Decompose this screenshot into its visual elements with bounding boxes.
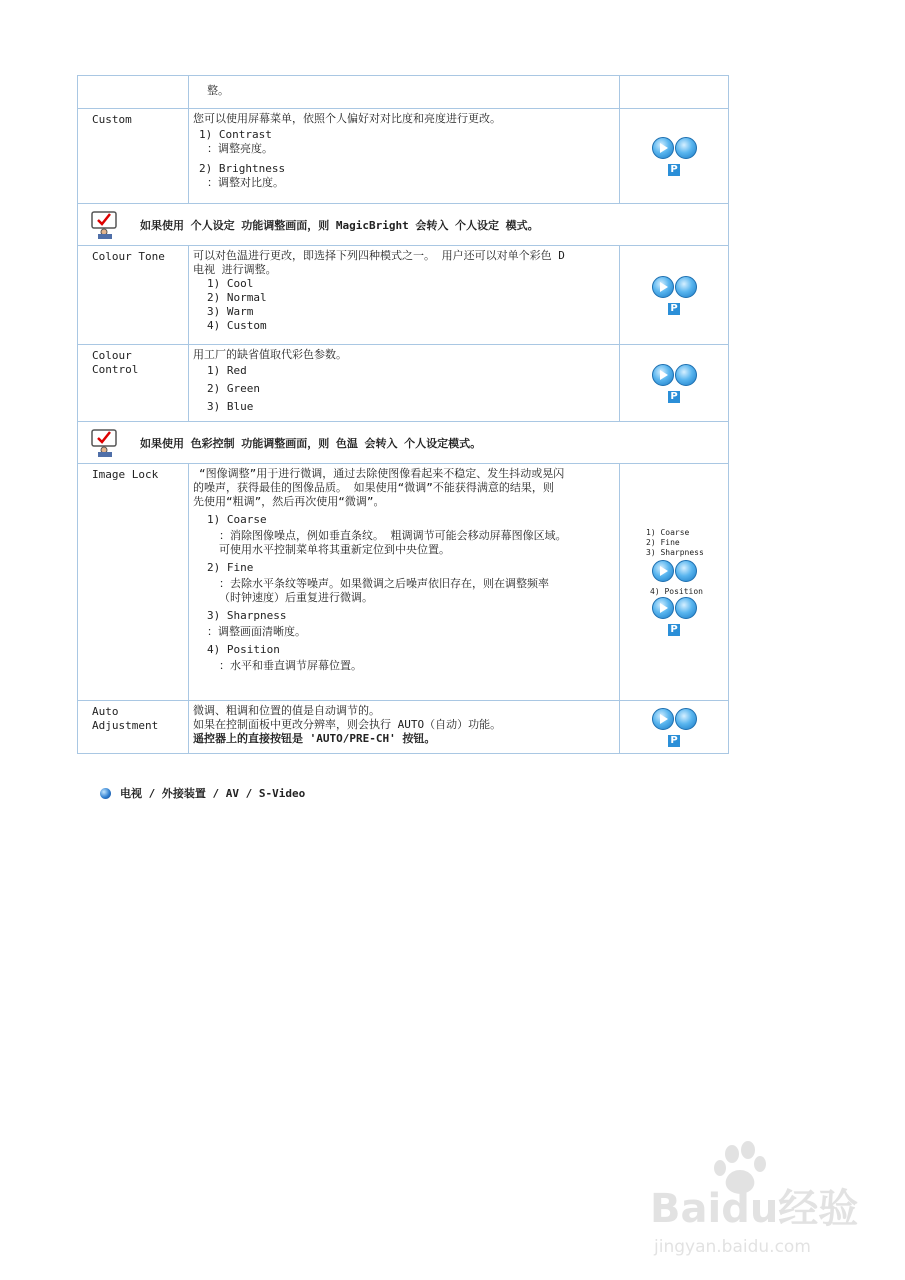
row-name: Adjustment <box>92 719 159 732</box>
remote-buttons <box>652 137 697 159</box>
footer-nav-link[interactable] <box>100 785 305 801</box>
watermark-brand: Baidu经验 <box>650 1186 859 1232</box>
remote-buttons <box>652 364 697 386</box>
p-badge-icon: P <box>668 303 680 315</box>
row-name: Image Lock <box>78 464 189 701</box>
row-desc: 电视 进行调整。 <box>193 263 277 276</box>
baidu-watermark-logo <box>640 1140 870 1260</box>
row-desc: 微调、粗调和位置的值是自动调节的。 <box>193 704 380 717</box>
remote-buttons <box>652 597 697 619</box>
list-item: 2) Green <box>207 382 260 395</box>
list-item: 3) Warm <box>207 305 254 318</box>
round-button-icon <box>675 708 697 730</box>
round-button-icon <box>675 364 697 386</box>
round-button-icon <box>675 597 697 619</box>
icon-label: 3) Sharpness <box>646 548 704 557</box>
play-button-icon <box>652 597 674 619</box>
list-item: 2) Brightness <box>199 162 286 175</box>
row-desc: 先使用“粗调”，然后再次使用“微调”。 <box>193 495 385 508</box>
round-button-icon <box>675 560 697 582</box>
settings-table <box>77 75 729 754</box>
remote-buttons <box>652 560 697 582</box>
row-desc: 用工厂的缺省值取代彩色参数。 <box>193 348 347 361</box>
play-button-icon <box>652 364 674 386</box>
row-desc: 您可以使用屏幕菜单，依照个人偏好对对比度和亮度进行更改。 <box>193 112 501 125</box>
list-item: 1) Contrast <box>199 128 272 141</box>
list-item-note: ：调整对比度。 <box>207 176 284 189</box>
footer-link-text[interactable]: 电视 / 外接装置 / AV / S-Video <box>120 787 306 800</box>
list-item-note: ：去除水平条纹等噪声。如果微调之后噪声依旧存在，则在调整频率 <box>219 577 549 590</box>
p-badge-icon: P <box>668 164 680 176</box>
table-row <box>78 422 729 464</box>
p-badge-icon: P <box>668 735 680 747</box>
list-item-note: ：消除图像噪点，例如垂直条纹。 粗调调节可能会移动屏幕图像区域。 <box>219 529 567 542</box>
play-button-icon <box>652 137 674 159</box>
list-item: 2) Fine <box>207 561 254 574</box>
list-item: 1) Cool <box>207 277 254 290</box>
list-item: 4) Custom <box>207 319 267 332</box>
bullet-icon <box>100 788 111 799</box>
row-name: Colour <box>92 349 132 362</box>
row-desc: 可以对色温进行更改，即选择下列四种模式之一。 用户还可以对单个彩色 D <box>193 249 565 262</box>
row-desc: 遥控器上的直接按钮是 'AUTO/PRE-CH' 按钮。 <box>193 732 436 745</box>
note-check-icon <box>90 428 126 458</box>
play-button-icon <box>652 560 674 582</box>
table-row <box>78 76 729 109</box>
table-row <box>78 109 729 204</box>
note-check-icon <box>90 210 126 240</box>
row-desc: 如果在控制面板中更改分辨率，则会执行 AUTO（自动）功能。 <box>193 718 502 731</box>
table-row <box>78 345 729 422</box>
note-text: 如果使用 个人设定 功能调整画面，则 MagicBright 会转入 个人设定 模式。 <box>140 218 539 232</box>
play-button-icon <box>652 276 674 298</box>
list-item: 1) Red <box>207 364 247 377</box>
icon-label: 4) Position <box>650 587 703 596</box>
list-item-note: 可使用水平控制菜单将其重新定位到中央位置。 <box>219 543 450 556</box>
remote-buttons <box>652 708 697 730</box>
table-row <box>78 204 729 246</box>
row-desc: “图像调整”用于进行微调，通过去除使图像看起来不稳定、发生抖动或晃闪 <box>199 467 565 480</box>
table-row <box>78 701 729 754</box>
row-name: Control <box>92 363 139 376</box>
table-row <box>78 246 729 345</box>
icon-label: 2) Fine <box>646 538 680 547</box>
row-desc: 的噪声，获得最佳的图像品质。 如果使用“微调”不能获得满意的结果，则 <box>193 481 554 494</box>
play-button-icon <box>652 708 674 730</box>
table-row <box>78 464 729 701</box>
list-item: 2) Normal <box>207 291 267 304</box>
list-item-note: ：调整亮度。 <box>207 142 273 155</box>
list-item: 3) Sharpness <box>207 609 287 622</box>
watermark-url: jingyan.baidu.com <box>654 1237 811 1257</box>
list-item: 4) Position <box>207 643 280 656</box>
round-button-icon <box>675 276 697 298</box>
row-name: Custom <box>78 109 189 204</box>
row-name: Colour Tone <box>78 246 189 345</box>
note-text: 如果使用 色彩控制 功能调整画面，则 色温 会转入 个人设定模式。 <box>140 436 482 450</box>
list-item-note: （时钟速度）后重复进行微调。 <box>219 591 373 604</box>
icon-label: 1) Coarse <box>646 528 690 537</box>
list-item-note: ：水平和垂直调节屏幕位置。 <box>219 659 362 672</box>
row-desc: 整。 <box>207 84 229 97</box>
list-item: 3) Blue <box>207 400 254 413</box>
round-button-icon <box>675 137 697 159</box>
row-name: Auto <box>92 705 119 718</box>
list-item: 1) Coarse <box>207 513 267 526</box>
p-badge-icon: P <box>668 391 680 403</box>
list-item-note: ：调整画面清晰度。 <box>207 625 306 638</box>
p-badge-icon: P <box>668 624 680 636</box>
remote-buttons <box>652 276 697 298</box>
